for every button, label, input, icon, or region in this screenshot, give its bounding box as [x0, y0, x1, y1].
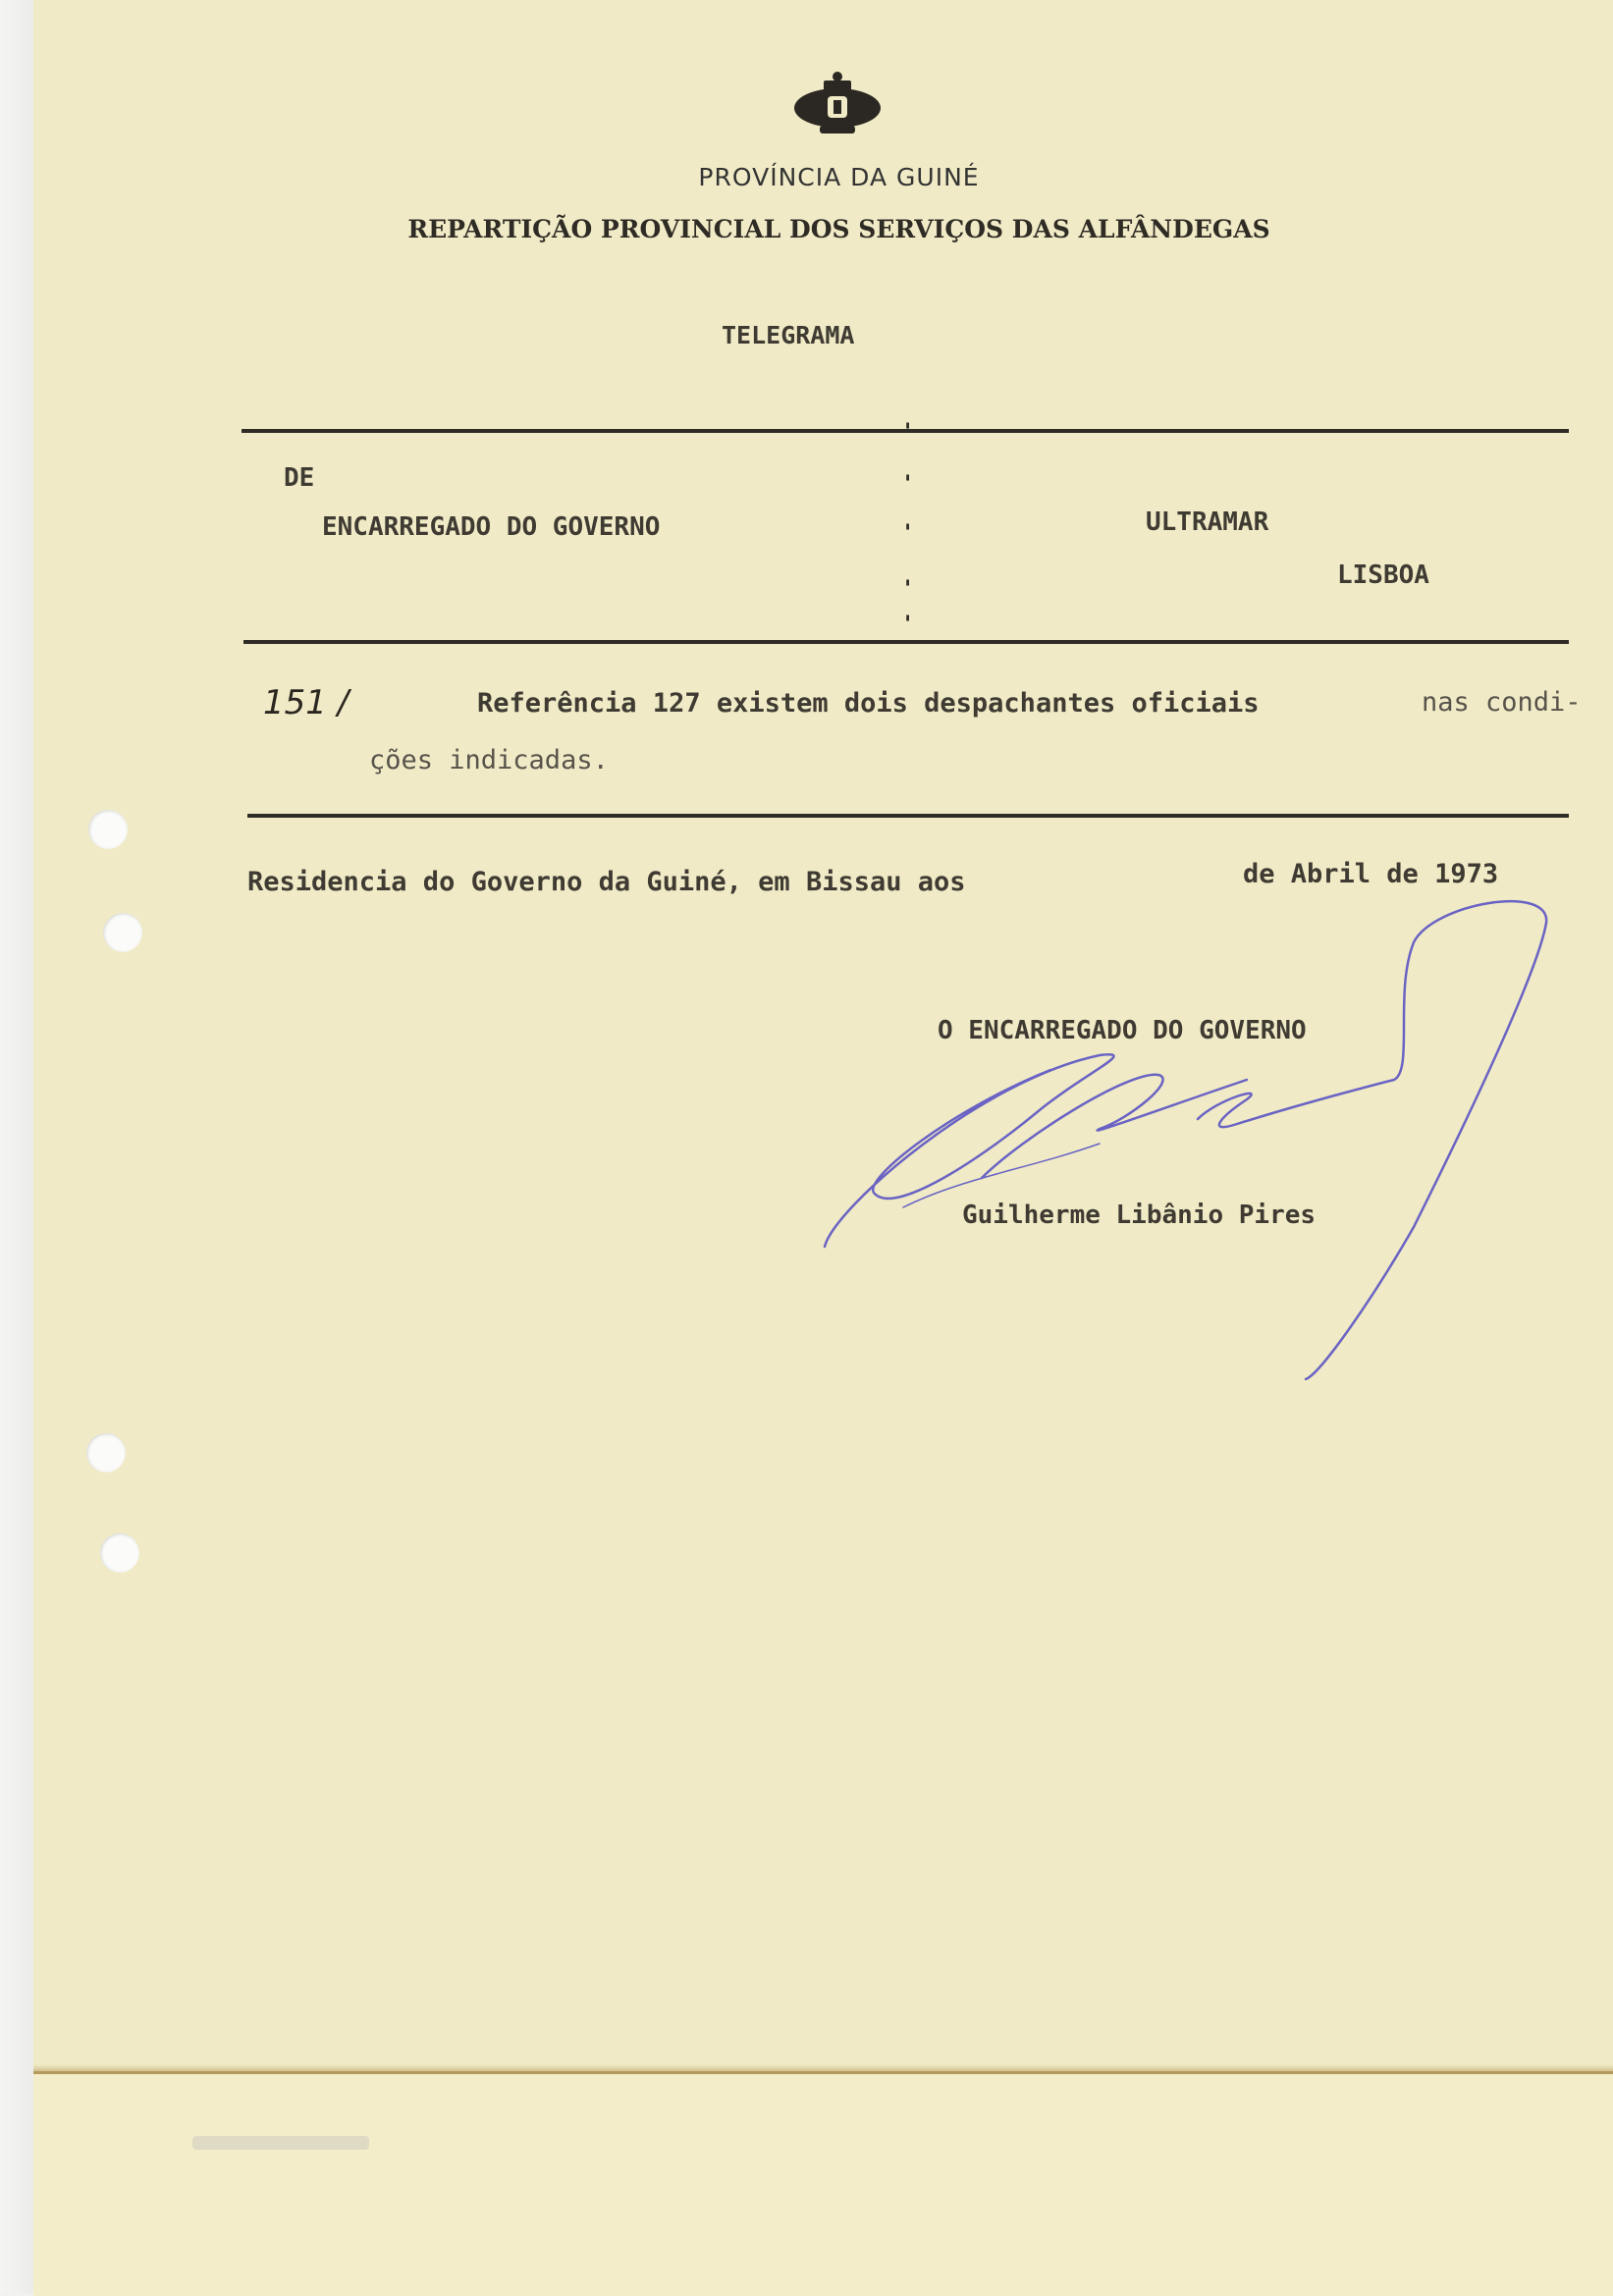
column-separator: ' [901, 521, 915, 546]
document-type: TELEGRAMA [722, 321, 855, 349]
from-label: DE [284, 463, 315, 493]
handwritten-signature [805, 883, 1571, 1394]
message-text-bold: Referência 127 existem dois despachantes oficiais [477, 688, 1260, 719]
divider-bottom [247, 814, 1569, 818]
from-sender: ENCARREGADO DO GOVERNO [322, 512, 661, 542]
place-date-right: de Abril de 1973 [1243, 859, 1499, 889]
message-text-line2: ções indicadas. [369, 745, 609, 775]
folded-bottom-edge [33, 2071, 1613, 2296]
page-edge [0, 0, 33, 2293]
coat-of-arms-icon [790, 71, 885, 141]
punch-hole [103, 913, 142, 952]
message-number: 151 / [263, 683, 349, 722]
province-heading: PROVÍNCIA DA GUINÉ [698, 163, 980, 191]
column-separator: ' [901, 577, 915, 602]
to-city: LISBOA [1337, 561, 1429, 590]
message-text-continued: nas condi- [1422, 687, 1582, 718]
department-heading: REPARTIÇÃO PROVINCIAL DOS SERVIÇOS DAS ALFÂNDEGAS [407, 215, 1270, 243]
place-date-left: Residencia do Governo da Guiné, em Bissau aos [247, 867, 966, 897]
signatory-title: O ENCARREGADO DO GOVERNO [938, 1016, 1307, 1045]
punch-hole [88, 810, 128, 849]
fold-faint-marking [192, 2136, 369, 2150]
punch-hole [100, 1533, 139, 1573]
punch-hole [86, 1433, 126, 1472]
divider-middle [243, 640, 1569, 644]
column-separator: ' [901, 420, 915, 445]
column-separator: ' [901, 472, 915, 497]
column-separator: ' [901, 613, 915, 637]
signatory-name: Guilherme Libânio Pires [962, 1201, 1317, 1230]
to-recipient: ULTRAMAR [1146, 507, 1269, 537]
